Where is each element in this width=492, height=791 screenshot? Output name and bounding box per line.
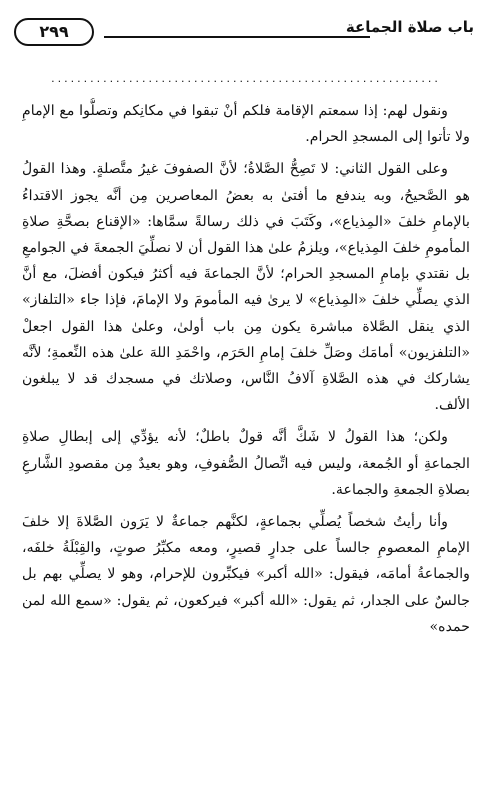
header-rule [104, 36, 370, 38]
dotted-separator: ............................................................ [51, 72, 441, 85]
paragraph-4: وأنا رأيتُ شخصاً يُصلِّي بجماعةٍ، لكنَّهم جماعةٌ لا يَرَون الصَّلاةَ إلا خلفَ الإمامِ المعصومِ جالساً على جدارٍ قصيرٍ، ومعه مكبِّرُ صوتٍ، والقِبْلَةُ خلفَه، والجماعةُ أمامَه، فيقول: «الله أكبر» فيكبِّرون للإحرام، وهو لا يصلِّي بهم بل جالسٌ على الجدار، ثم يقول: «الله أكبر» فيركعون، ثم يقول: «سمع الله لمن حمده» [22, 514, 470, 635]
running-title: باب صلاة الجماعة [345, 18, 474, 36]
paragraph-2: وعلى القول الثاني: لا تَصِحُّ الصَّلاةُ؛ لأنَّ الصفوفَ غيرُ متَّصلةٍ. وهذا القولُ هو الصَّحيحُ، وبه يندفع ما أفتىٰ به بعضُ المعاصرين مِن أنَّه يجوز الاقتداءُ بالإمامِ خلفَ «المِذياع»، وكَتَبَ في ذلك رسالةً سمَّاها: «الإقناع بصحَّةِ صلاةِ المأمومِ خلفَ المِذياع»، ويلزمُ علىٰ هذا القول أن لا نصلِّيَ الجمعةَ في الجوامعِ بل نقتدي بإمامِ المسجدِ الحرام؛ لأنَّ الجماعةَ فيه أكثرُ فيكون أفضلَ، مع أنَّ الذي يصلِّي خلفَ «المِذياع» لا يرىٰ فيه المأمومَ ولا الإمامَ، فإذا جاء «التلفاز» الذي ينقل الصَّلاة مباشرة يكون مِن باب أولىٰ، وعلىٰ هذا القول اجعلْ «التلفزيون» أمامَك وصَلِّ خلفَ إمامِ الحَرَم، واحْمَدِ اللهَ علىٰ هذه النِّعمةِ؛ لأنَّه يشاركك في هذه الصَّلاةِ آلافُ النَّاس، وصلاتك في مسجدك قد لا يبلغون الألف. [22, 161, 470, 414]
paragraph-3: ولكن؛ هذا القولُ لا شَكَّ أنَّه قولٌ باطلٌ؛ لأنه يؤدِّي إلى إبطالِ صلاةِ الجماعةِ أو الجُمعة، وليس فيه اتِّصالُ الصُّفوفِ، وهو بعيدٌ مِن مقصودِ الشَّارعِ بصلاةِ الجمعةِ والجماعة. [22, 429, 470, 498]
page-number-badge: ٢٩٩ [14, 18, 94, 46]
page-header [14, 14, 478, 48]
body-text [22, 98, 470, 778]
paragraph-1: ونقول لهم: إذا سمعتم الإقامة فلكم أنْ تبقوا في مكانِكم وتصلُّوا مع الإمامِ ولا تأتوا إلى المسجدِ الحرام. [22, 103, 470, 146]
